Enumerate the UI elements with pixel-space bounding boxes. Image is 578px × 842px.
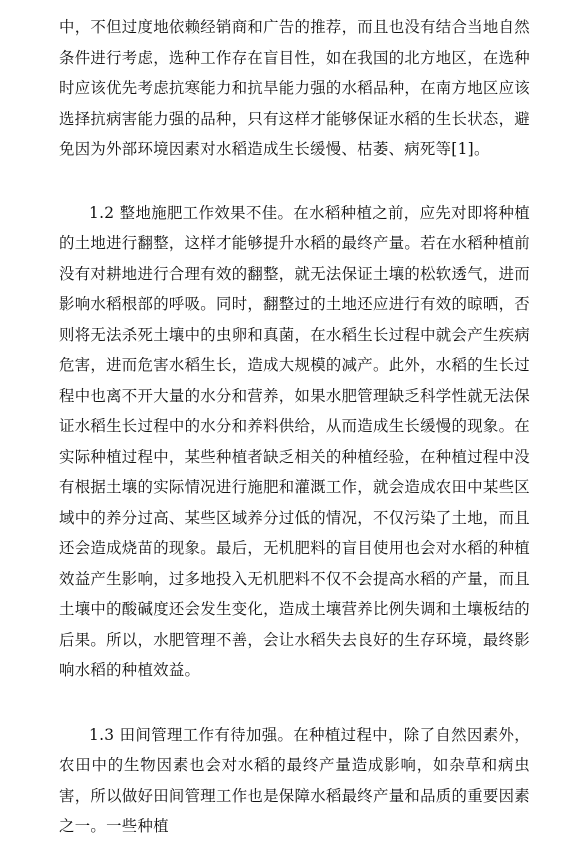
paragraph-seed-selection-continued: 中，不但过度地依赖经销商和广告的推荐，而且也没有结合当地自然条件进行考虑，选种工作存在盲目性，如在我国的北方地区，在选种时应该优先考虑抗寒能力和抗旱能力强的水稻品种，在南方地区应该选择抗病害能力强的品种，只有这样才能够保证水稻的生长状态，避免因为外部环境因素对水稻造成生长缓慢、枯萎、病死等[1]。 — [59, 18, 530, 158]
paragraph-field-management: 1.3 田间管理工作有待加强。在种植过程中，除了自然因素外，农田中的生物因素也会对水稻的最终产量造成影响，如杂草和病虫害，所以做好田间管理工作也是保障水稻最终产量和品质的重要因素之一。一些种植 — [59, 725, 530, 835]
paragraph-land-preparation-fertilization: 1.2 整地施肥工作效果不佳。在水稻种植之前，应先对即将种植的土地进行翻整，这样才能够提升水稻的最终产量。若在水稻种植前没有对耕地进行合理有效的翻整，就无法保证土壤的松软透气，进而影响水稻根部的呼吸。同时，翻整过的土地还应进行有效的晾晒，否则将无法杀死土壤中的虫卵和真菌，在水稻生长过程中就会产生疾病危害，进而危害水稻生长，造成大规模的减产。此外，水稻的生长过程中也离不开大量的水分和营养，如果水肥管理缺乏科学性就无法保证水稻生长过程中的水分和养料供给，从而造成生长缓慢的现象。在实际种植过程中，某些种植者缺乏相关的种植经验，在种植过程中没有根据土壤的实际情况进行施肥和灌溉工作，就会造成农田中某些区域中的养分过高、某些区域养分过低的情况，不仅污染了土地，而且还会造成烧苗的现象。最后，无机肥料的盲目使用也会对水稻的种植效益产生影响，过多地投入无机肥料不仅不会提高水稻的产量，而且土壤中的酸碱度还会发生变化，造成土壤营养比例失调和土壤板结的后果。所以，水肥管理不善，会让水稻失去良好的生存环境，最终影响水稻的种植效益。 — [59, 203, 530, 679]
